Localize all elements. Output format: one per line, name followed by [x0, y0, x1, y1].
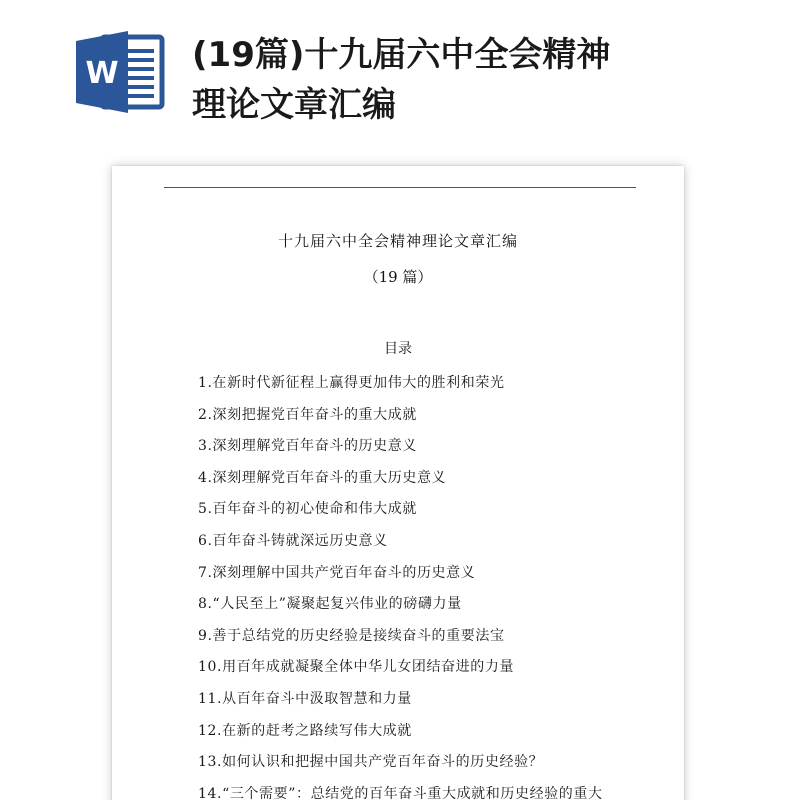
header-rule [164, 187, 636, 188]
toc-heading: 目录 [384, 341, 412, 357]
toc-item: 14.“三个需要”：总结党的百年奋斗重大成就和历史经验的重大 [198, 785, 603, 800]
word-icon [76, 31, 166, 113]
toc-item: 1.在新时代新征程上赢得更加伟大的胜利和荣光 [198, 375, 505, 391]
toc-item: 2.深刻把握党百年奋斗的重大成就 [198, 406, 417, 423]
toc-item: 8.“人民至上”凝聚起复兴伟业的磅礴力量 [198, 596, 462, 613]
toc-item: 12.在新的赶考之路续写伟大成就 [198, 722, 412, 739]
toc-item: 11.从百年奋斗中汲取智慧和力量 [198, 690, 412, 707]
toc-item: 3.深刻理解党百年奋斗的历史意义 [198, 438, 417, 455]
toc-item: 13.如何认识和把握中国共产党百年奋斗的历史经验？ [198, 754, 544, 771]
page-title-line-1: (19篇)十九届六中全会精神 [192, 35, 611, 75]
page-title-line-2: 理论文章汇编 [192, 85, 396, 125]
toc-item: 6.百年奋斗铸就深远历史意义 [198, 532, 388, 549]
page-title [192, 30, 752, 130]
toc-item: 10.用百年成就凝聚全体中华儿女团结奋进的力量 [198, 659, 515, 676]
toc-item: 9.善于总结党的历史经验是接续奋斗的重要法宝 [198, 627, 505, 644]
toc-item: 4.深刻理解党百年奋斗的重大历史意义 [198, 469, 447, 486]
document-preview [112, 166, 684, 800]
document-title: 十九届六中全会精神理论文章汇编 [277, 232, 518, 250]
toc-list [198, 372, 654, 800]
toc-item: 5.百年奋斗的初心使命和伟大成就 [198, 501, 417, 518]
document-subtitle: （19 篇） [363, 268, 433, 286]
toc-item: 7.深刻理解中国共产党百年奋斗的历史意义 [198, 564, 476, 581]
word-icon-letter: W [85, 56, 119, 91]
